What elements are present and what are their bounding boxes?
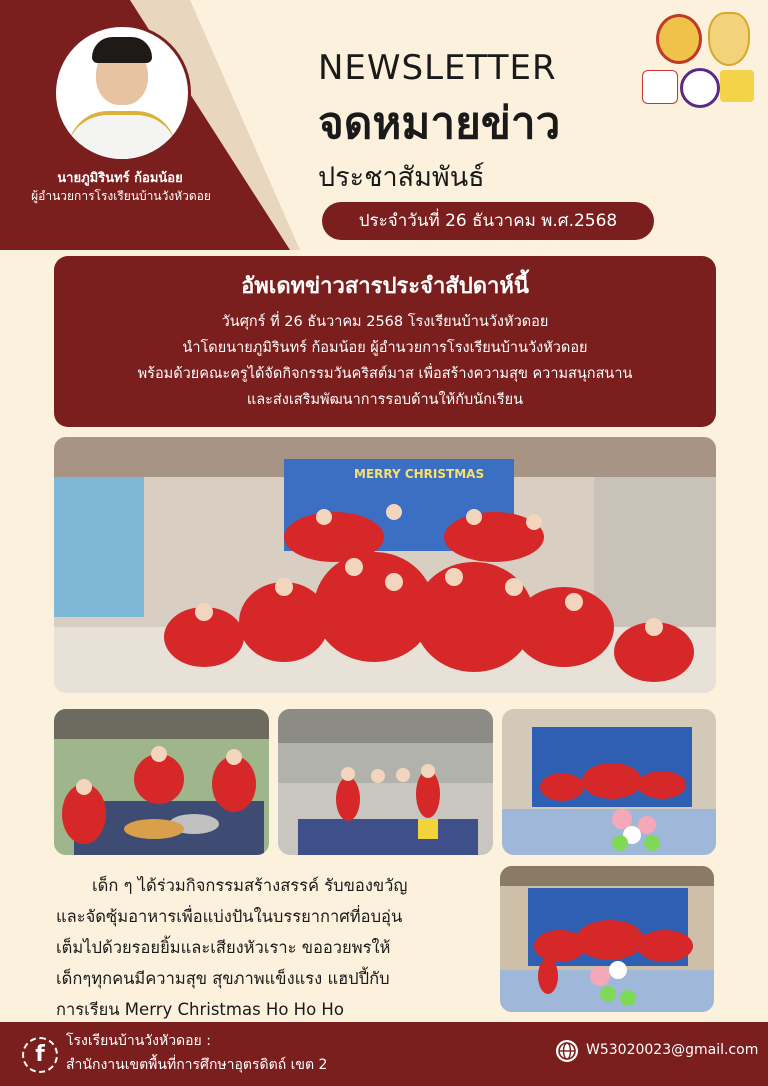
caption-line: และจัดซุ้มอาหารเพื่อแบ่งปันในบรรยากาศที่อบอุ่น <box>56 907 403 926</box>
caption-line: เต็มไปด้วยรอยยิ้มและเสียงหัวเราะ ขออวยพรให้ <box>56 938 391 957</box>
update-line: นำโดยนายภูมิรินทร์ ก้อมน้อย ผู้อำนวยการโรงเรียนบ้านวังหัวดอย <box>182 340 588 356</box>
principal-role: ผู้อำนวยการโรงเรียนบ้านวังหัวดอย <box>31 189 211 203</box>
update-line: พร้อมด้วยคณะครูได้จัดกิจกรรมวันคริสต์มาส เพื่อสร้างความสุข ความสนุกสนาน <box>137 366 633 382</box>
facebook-icon[interactable]: f <box>22 1037 58 1073</box>
agency-logos <box>642 12 758 108</box>
contact-email[interactable]: W53020023@gmail.com <box>586 1042 759 1058</box>
principal-name: นายภูมิรินทร์ ก้อมน้อย <box>57 171 183 186</box>
caption-line: เด็ก ๆ ได้ร่วมกิจกรรมสร้างสรรค์ รับของขวัญ <box>92 876 408 895</box>
caption-line: การเรียน Merry Christmas Ho Ho Ho <box>56 1000 344 1019</box>
hall-activity-photo <box>278 709 493 855</box>
weekly-update-box <box>54 256 716 427</box>
principal-avatar <box>53 24 191 162</box>
obec-logo <box>656 14 702 64</box>
school-logo-2 <box>680 68 720 108</box>
dlit-logo <box>720 70 754 102</box>
main-group-photo <box>54 437 716 693</box>
footer-school-name: โรงเรียนบ้านวังหัวดอย : <box>66 1033 211 1049</box>
issue-date: ประจำวันที่ 26 ธันวาคม พ.ศ.2568 <box>322 202 654 240</box>
newsletter-title-en: NEWSLETTER <box>318 48 557 88</box>
newsletter-subtitle: ประชาสัมพันธ์ <box>318 162 485 193</box>
royal-emblem-logo <box>708 12 750 66</box>
stage-group-photo <box>502 709 716 855</box>
stage-group-photo-2 <box>500 866 714 1012</box>
newsletter-title-th: จดหมายข่าว <box>318 98 561 149</box>
activity-caption <box>56 870 486 1025</box>
main-photo-banner: MERRY CHRISTMAS <box>354 467 485 481</box>
school-logo-1 <box>642 70 678 104</box>
weekly-update-title: อัพเดทข่าวสารประจำสัปดาห์นี้ <box>241 274 529 299</box>
update-line: และส่งเสริมพัฒนาการรอบด้านให้กับนักเรียน <box>246 392 524 408</box>
globe-icon <box>556 1040 578 1062</box>
update-line: วันศุกร์ ที่ 26 ธันวาคม 2568 โรงเรียนบ้านวังหัวดอย <box>221 314 549 330</box>
footer-area-office: สำนักงานเขตพื้นที่การศึกษาอุตรดิตถ์ เขต 2 <box>66 1057 328 1073</box>
weekly-update-body <box>54 309 716 413</box>
food-stall-photo <box>54 709 269 855</box>
caption-line: เด็กๆทุกคนมีความสุข สุขภาพแข็งแรง แฮปปี้กับ <box>56 969 390 988</box>
